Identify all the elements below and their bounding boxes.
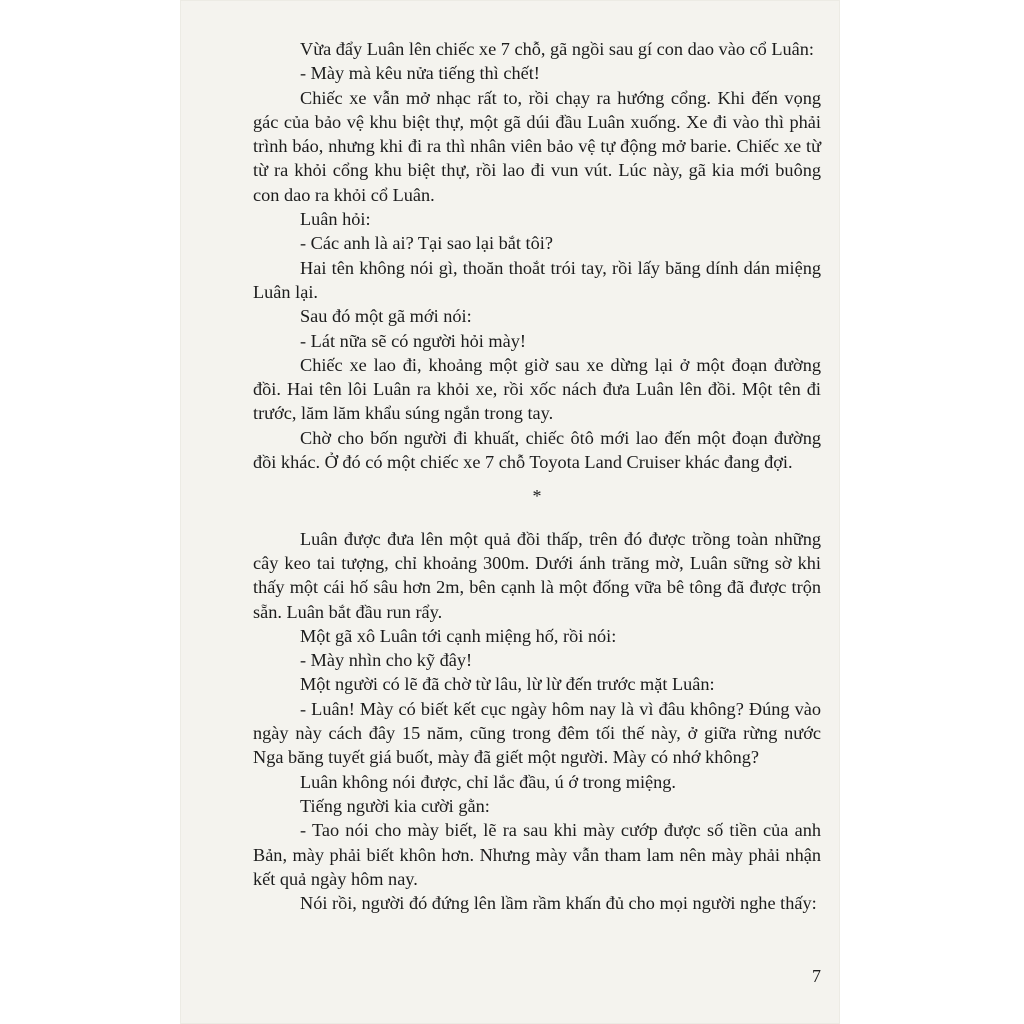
paragraph: Luân được đưa lên một quả đồi thấp, trên đó được trồng toàn những cây keo tai tượng, chỉ khoảng 300m. Dưới ánh trăng mờ, Luân sững sờ khi thấy một cái hố sâu hơn 2m, bên cạnh là một đống vữa bê tông đã được trộn sẵn. Luân bắt đầu run rẩy.: [253, 528, 821, 622]
dialogue-line: - Luân! Mày có biết kết cục ngày hôm nay là vì đâu không? Đúng vào ngày này cách đây 15 năm, cũng trong đêm tối thế này, ở giữa rừng nước Nga băng tuyết giá buốt, mày đã giết một người. Mày có nhớ không?: [253, 698, 821, 768]
section-separator: *: [532, 486, 542, 507]
dialogue-line: - Lát nữa sẽ có người hỏi mày!: [300, 330, 526, 351]
paragraph: Nói rồi, người đó đứng lên lầm rầm khấn đủ cho mọi người nghe thấy:: [300, 893, 817, 914]
paragraph: Sau đó một gã mới nói:: [300, 306, 472, 327]
paragraph: Một gã xô Luân tới cạnh miệng hố, rồi nói:: [300, 625, 617, 646]
paragraph: Luân hỏi:: [300, 209, 371, 230]
paragraph: Hai tên không nói gì, thoăn thoắt trói tay, rồi lấy băng dính dán miệng Luân lại.: [253, 257, 821, 302]
dialogue-line: - Các anh là ai? Tại sao lại bắt tôi?: [300, 233, 553, 254]
dialogue-line: - Mày mà kêu nửa tiếng thì chết!: [300, 63, 540, 84]
page-body-text: [253, 37, 821, 915]
page-number: 7: [812, 966, 821, 986]
paragraph: Một người có lẽ đã chờ từ lâu, lừ lừ đến trước mặt Luân:: [300, 674, 715, 695]
paragraph: Tiếng người kia cười gằn:: [300, 795, 490, 816]
paragraph: Chiếc xe lao đi, khoảng một giờ sau xe dừng lại ở một đoạn đường đồi. Hai tên lôi Luân ra khỏi xe, rồi xốc nách đưa Luân lên đồi. Một tên đi trước, lăm lăm khẩu súng ngắn trong tay.: [253, 354, 821, 424]
dialogue-line: - Mày nhìn cho kỹ đây!: [300, 650, 473, 671]
paragraph: Chiếc xe vẫn mở nhạc rất to, rồi chạy ra hướng cổng. Khi đến vọng gác của bảo vệ khu biệt thự, một gã dúi đầu Luân xuống. Xe đi vào thì phải trình báo, nhưng khi đi ra thì nhân viên bảo vệ tự động mở barie. Chiếc xe từ từ ra khỏi cổng khu biệt thự, rồi lao đi vun vút. Lúc này, gã kia mới buông con dao ra khỏi cổ Luân.: [253, 87, 821, 205]
paragraph: Vừa đẩy Luân lên chiếc xe 7 chỗ, gã ngồi sau gí con dao vào cổ Luân:: [300, 39, 814, 59]
paragraph: Luân không nói được, chỉ lắc đầu, ú ớ trong miệng.: [300, 771, 676, 792]
paragraph: Chờ cho bốn người đi khuất, chiếc ôtô mới lao đến một đoạn đường đồi khác. Ở đó có một chiếc xe 7 chỗ Toyota Land Cruiser khác đang đợi.: [253, 427, 821, 473]
dialogue-line: - Tao nói cho mày biết, lẽ ra sau khi mày cướp được số tiền của anh Bản, mày phải biết khôn hơn. Nhưng mày vẫn tham lam nên mày phải nhận kết quả ngày hôm nay.: [253, 820, 821, 889]
